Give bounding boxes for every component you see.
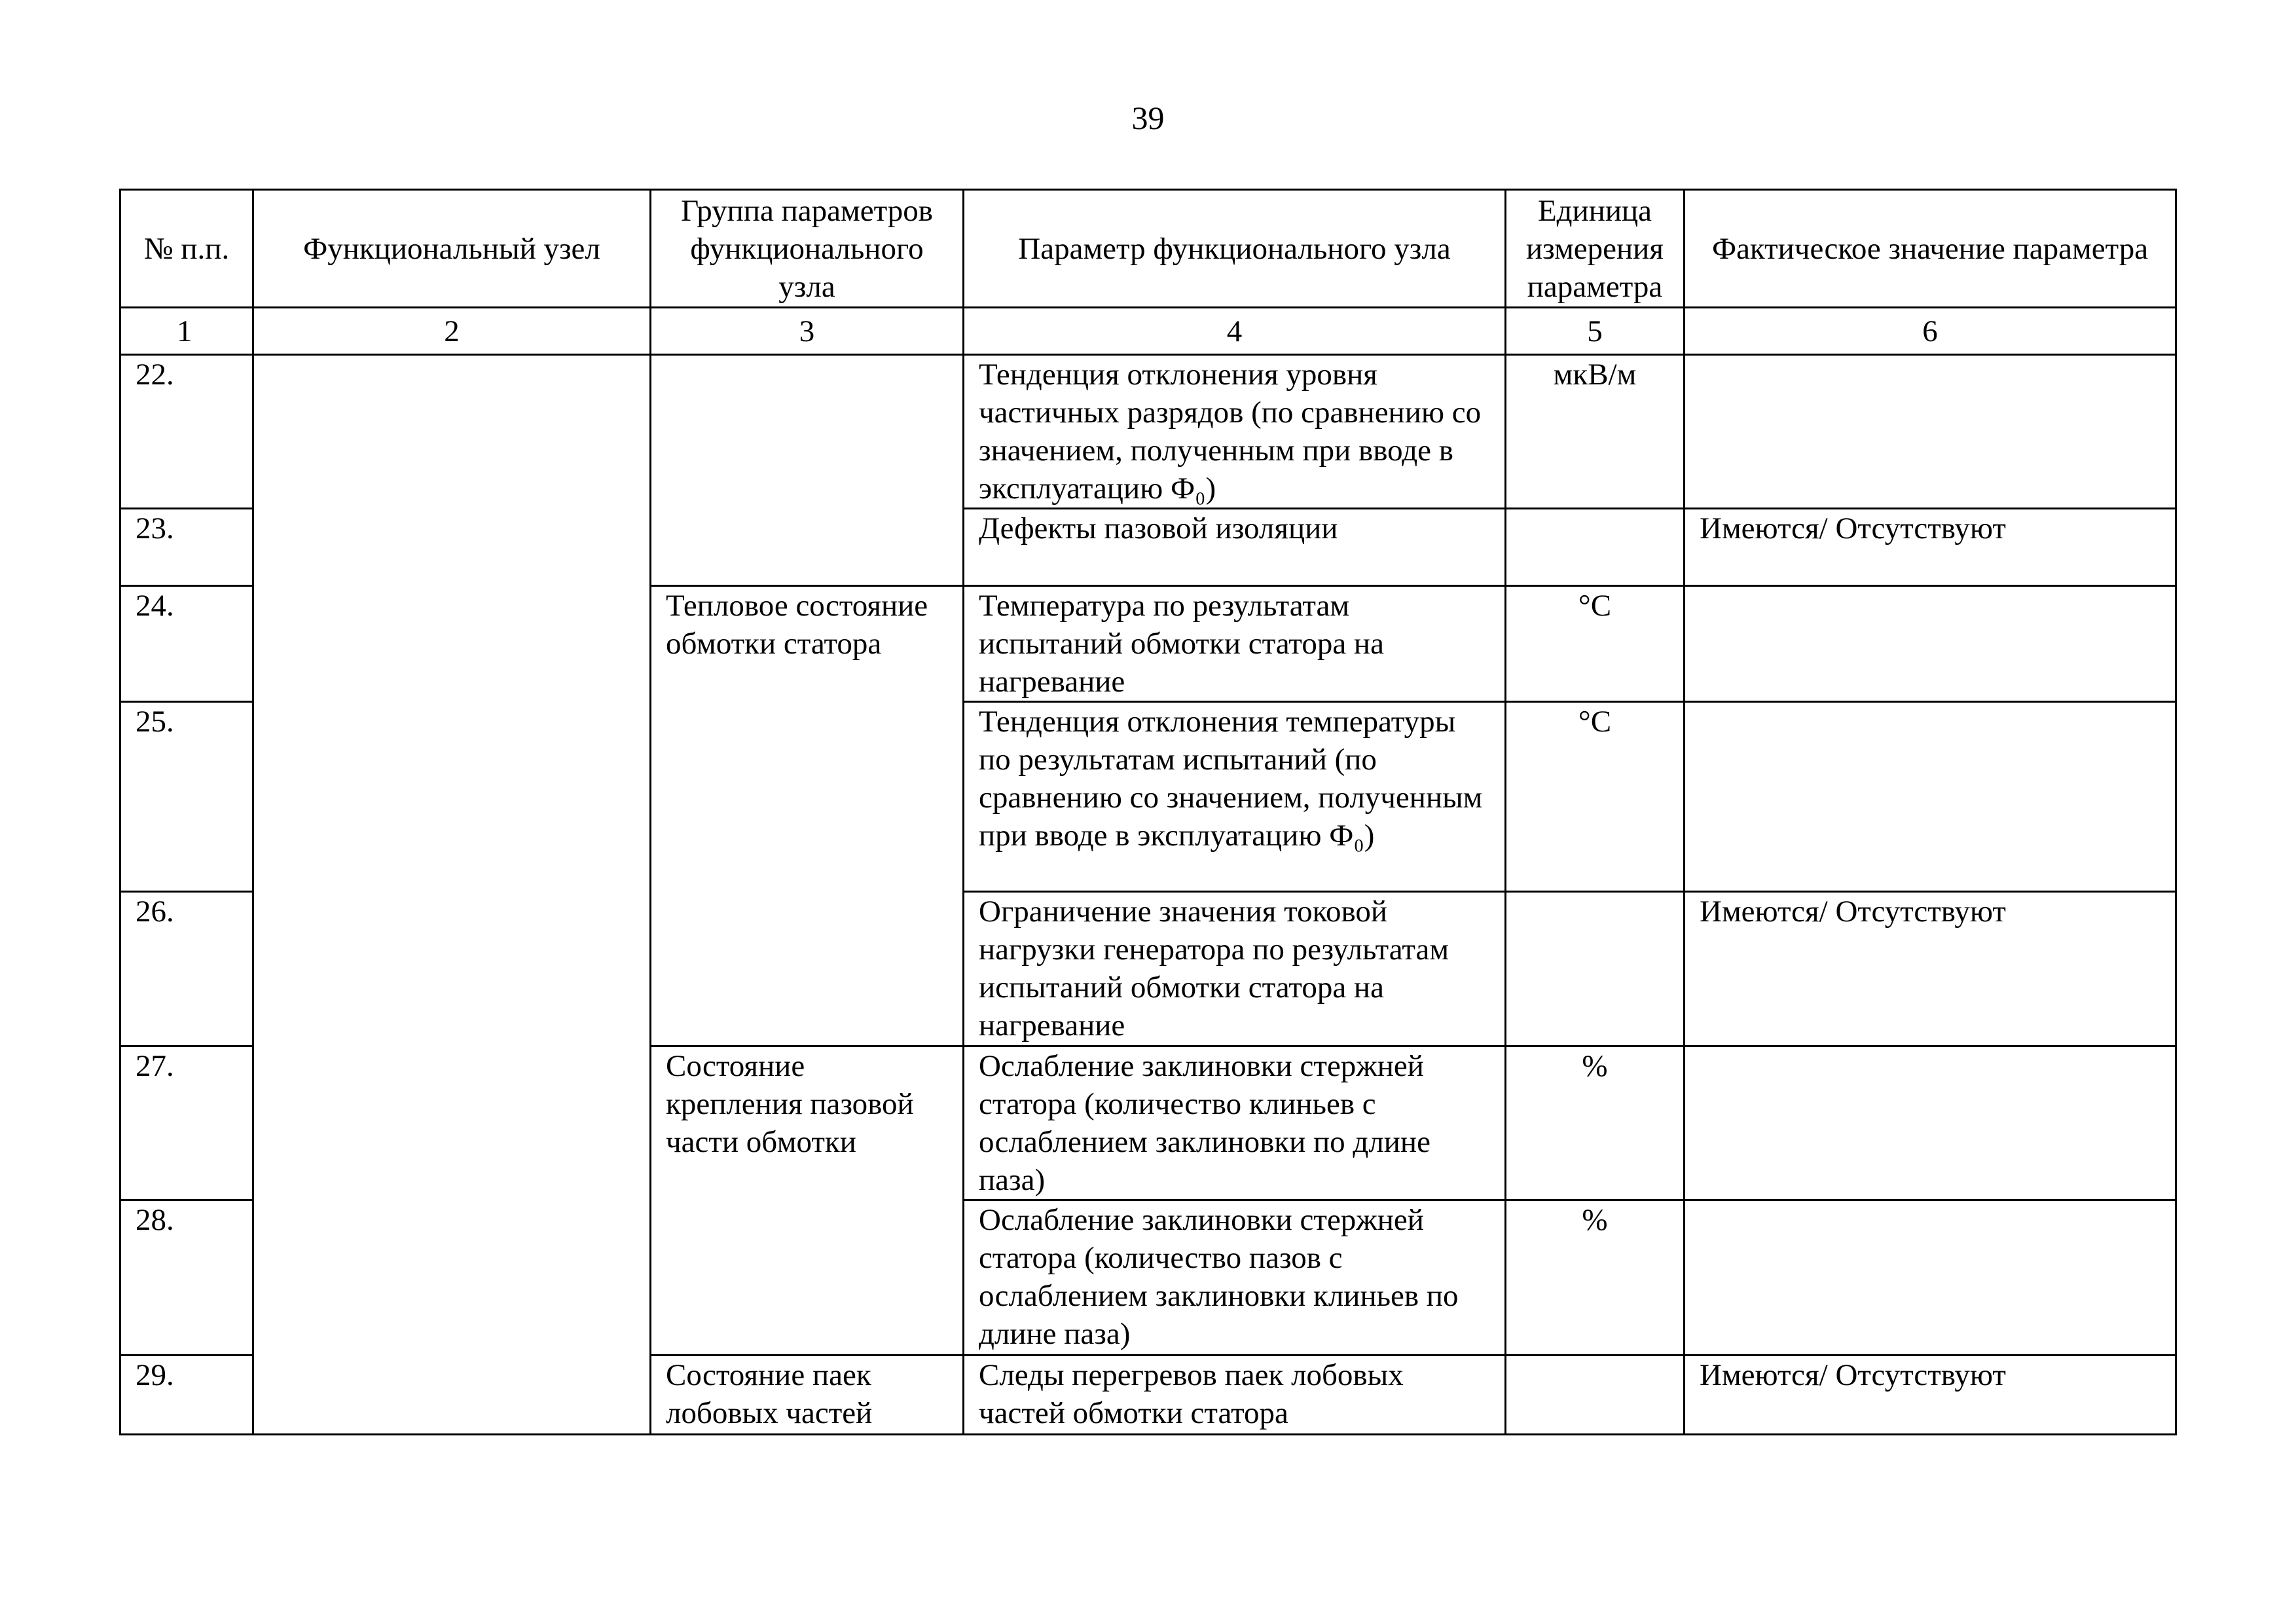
group-cell-empty bbox=[651, 355, 964, 586]
parameter-cell: Тенденция отклонения уровня частичных разрядов (по сравнению со значением, полученным при вводе в эксплуатацию Ф₀) bbox=[964, 355, 1506, 509]
row-number: 23. bbox=[120, 509, 253, 586]
unit-cell: °С bbox=[1506, 702, 1685, 892]
header-unit: Единица измерения параметра bbox=[1506, 190, 1685, 308]
group-cell-fixing: Состояние крепления пазовой части обмотки bbox=[651, 1046, 964, 1356]
actual-value-cell bbox=[1685, 1046, 2176, 1200]
unit-cell bbox=[1506, 1356, 1685, 1435]
group-cell-thermal: Тепловое состояние обмотки статора bbox=[651, 586, 964, 1046]
row-number: 29. bbox=[120, 1356, 253, 1435]
parameter-cell: Ослабление заклиновки стержней статора (количество пазов с ослаблением заклиновки клиньев по длине паза) bbox=[964, 1200, 1506, 1356]
actual-value-cell: Имеются/ Отсутствуют bbox=[1685, 892, 2176, 1046]
parameter-cell: Температура по результатам испытаний обмотки статора на нагревание bbox=[964, 586, 1506, 702]
functional-node-cell bbox=[253, 355, 651, 1435]
column-number: 1 bbox=[120, 308, 253, 355]
header-parameter-group: Группа параметров функционального узла bbox=[651, 190, 964, 308]
row-number: 22. bbox=[120, 355, 253, 509]
row-number: 27. bbox=[120, 1046, 253, 1200]
column-number: 6 bbox=[1685, 308, 2176, 355]
parameter-cell: Дефекты пазовой изоляции bbox=[964, 509, 1506, 586]
unit-cell: °С bbox=[1506, 586, 1685, 702]
group-cell-packs: Состояние паек лобовых частей bbox=[651, 1356, 964, 1435]
header-functional-node: Функциональный узел bbox=[253, 190, 651, 308]
parameters-table bbox=[119, 189, 2177, 1435]
unit-cell: % bbox=[1506, 1200, 1685, 1356]
actual-value-cell bbox=[1685, 355, 2176, 509]
table-header-row bbox=[120, 190, 2176, 308]
column-number-row bbox=[120, 308, 2176, 355]
actual-value-cell bbox=[1685, 1200, 2176, 1356]
actual-value-cell: Имеются/ Отсутствуют bbox=[1685, 1356, 2176, 1435]
header-actual-value: Фактическое значение параметра bbox=[1685, 190, 2176, 308]
unit-cell: мкВ/м bbox=[1506, 355, 1685, 509]
column-number: 2 bbox=[253, 308, 651, 355]
unit-cell bbox=[1506, 892, 1685, 1046]
actual-value-cell: Имеются/ Отсутствуют bbox=[1685, 509, 2176, 586]
row-number: 26. bbox=[120, 892, 253, 1046]
unit-cell bbox=[1506, 509, 1685, 586]
parameter-cell: Тенденция отклонения температуры по результатам испытаний (по сравнению со значением, полученным при вводе в эксплуатацию Ф₀) bbox=[964, 702, 1506, 892]
unit-cell: % bbox=[1506, 1046, 1685, 1200]
row-number: 28. bbox=[120, 1200, 253, 1356]
parameter-cell: Следы перегревов паек лобовых частей обмотки статора bbox=[964, 1356, 1506, 1435]
page-number: 39 bbox=[1131, 100, 1165, 136]
parameter-cell: Ослабление заклиновки стержней статора (количество клиньев с ослаблением заклиновки по длине паза) bbox=[964, 1046, 1506, 1200]
actual-value-cell bbox=[1685, 702, 2176, 892]
header-num: № п.п. bbox=[120, 190, 253, 308]
column-number: 4 bbox=[964, 308, 1506, 355]
row-number: 24. bbox=[120, 586, 253, 702]
column-number: 3 bbox=[651, 308, 964, 355]
table-row bbox=[120, 355, 2176, 509]
header-parameter: Параметр функционального узла bbox=[964, 190, 1506, 308]
actual-value-cell bbox=[1685, 586, 2176, 702]
parameter-cell: Ограничение значения токовой нагрузки генератора по результатам испытаний обмотки статора на нагревание bbox=[964, 892, 1506, 1046]
column-number: 5 bbox=[1506, 308, 1685, 355]
row-number: 25. bbox=[120, 702, 253, 892]
